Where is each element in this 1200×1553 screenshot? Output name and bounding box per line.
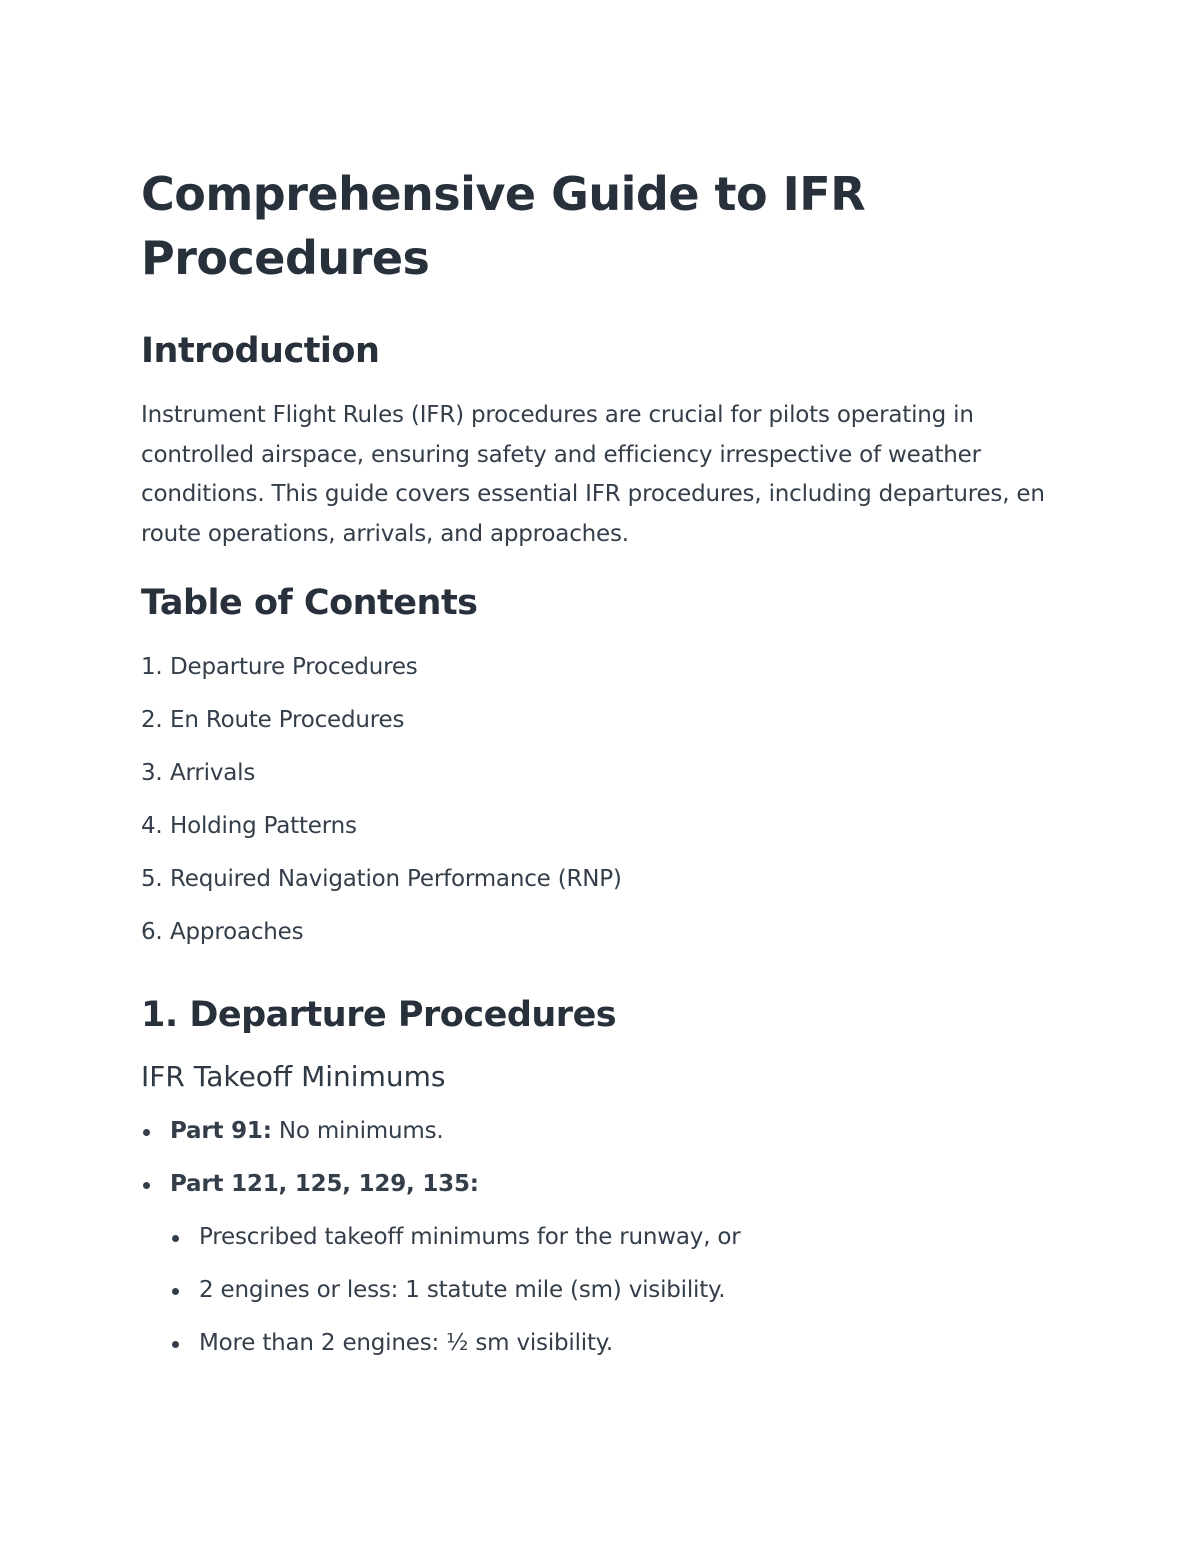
toc-item-label: Holding Patterns: [170, 813, 357, 839]
takeoff-minimums-list: [141, 1116, 1071, 1381]
toc-item-label: Required Navigation Performance (RNP): [170, 866, 622, 892]
list-item-label: Part 91:: [170, 1118, 272, 1144]
introduction-heading: Introduction: [141, 331, 380, 371]
toc-item-number: 3.: [141, 760, 163, 786]
introduction-paragraph: Instrument Flight Rules (IFR) procedures are crucial for pilots operating in controlled airspace, ensuring safety and efficiency irrespective of weather conditions. This guide covers essential IFR procedures, including departures, en route operations, arrivals, and approaches.: [141, 402, 1045, 547]
toc-item-number: 1.: [141, 654, 163, 680]
toc-item: [141, 758, 1071, 811]
toc-item: [141, 652, 1071, 705]
list-item-text: No minimums.: [271, 1118, 444, 1144]
toc-item: [141, 811, 1071, 864]
list-item: [141, 1169, 1071, 1381]
page-title: Comprehensive Guide to IFR Procedures: [141, 167, 866, 285]
toc-item-number: 6.: [141, 919, 163, 945]
toc-item: [141, 864, 1071, 917]
list-item-label: Part 121, 125, 129, 135:: [170, 1171, 479, 1197]
sub-list-item: 2 engines or less: 1 statute mile (sm) visibility.: [170, 1275, 1071, 1328]
toc-item-label: Approaches: [170, 919, 304, 945]
toc-item: [141, 705, 1071, 758]
toc-item-number: 2.: [141, 707, 163, 733]
toc-item: [141, 917, 1071, 970]
toc-heading: Table of Contents: [141, 583, 478, 623]
toc-item-number: 5.: [141, 866, 163, 892]
document-page: [141, 162, 1071, 1381]
takeoff-minimums-heading: IFR Takeoff Minimums: [141, 1060, 446, 1093]
table-of-contents: [141, 652, 1071, 970]
sub-list: [170, 1222, 1071, 1381]
toc-item-label: En Route Procedures: [170, 707, 405, 733]
list-item: [141, 1116, 1071, 1169]
toc-item-number: 4.: [141, 813, 163, 839]
toc-item-label: Arrivals: [170, 760, 256, 786]
sub-list-item: More than 2 engines: ½ sm visibility.: [170, 1328, 1071, 1381]
departure-procedures-heading: 1. Departure Procedures: [141, 995, 617, 1035]
sub-list-item: Prescribed takeoff minimums for the runway, or: [170, 1222, 1071, 1275]
toc-item-label: Departure Procedures: [170, 654, 418, 680]
